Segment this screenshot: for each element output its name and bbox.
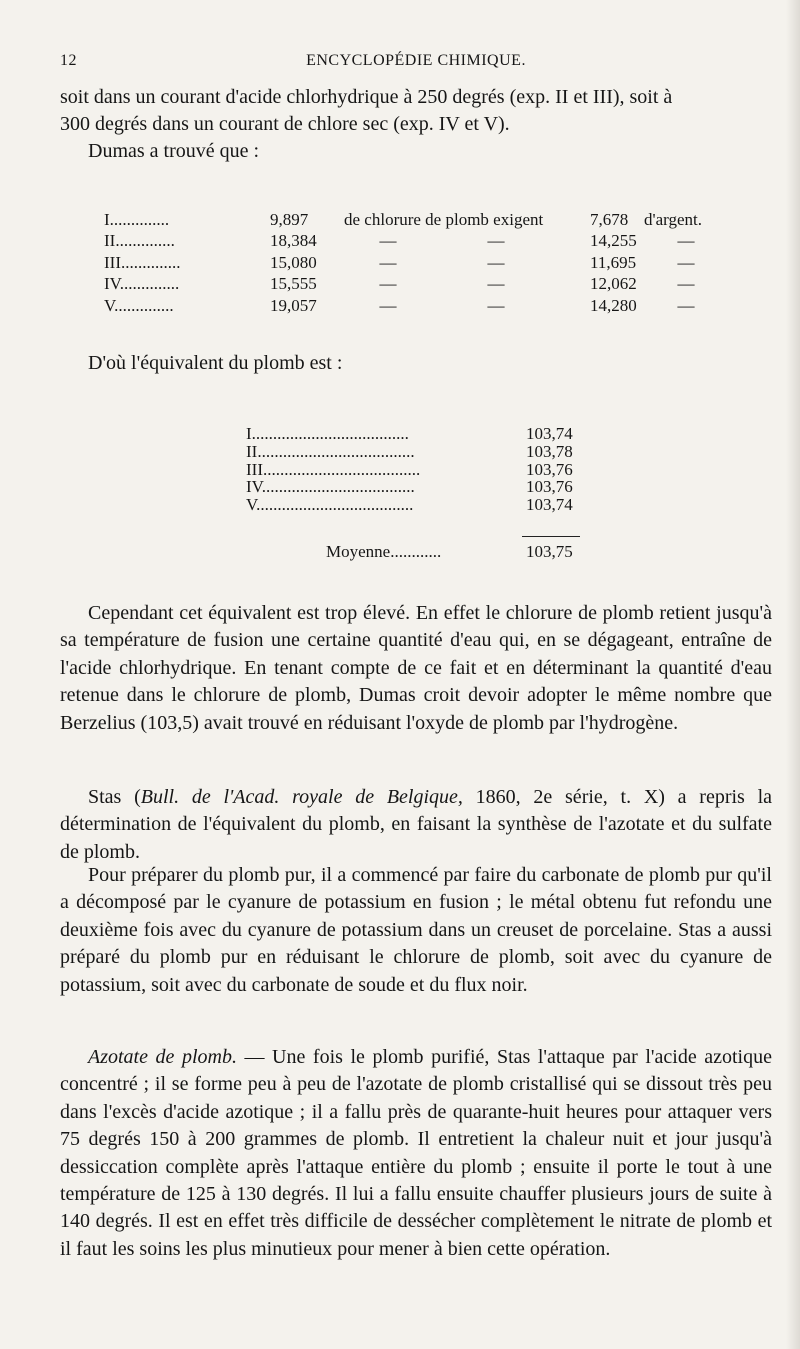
section-title: Azotate de plomb. — [88, 1046, 237, 1068]
ditto-dash: — — [487, 252, 505, 272]
table-row — [246, 442, 586, 460]
table-row — [104, 253, 734, 274]
silver-value: 11,695 — [590, 252, 637, 272]
dumas-results-table — [104, 210, 734, 317]
silver-value: 14,280 — [590, 295, 637, 315]
row-label: III..................................... — [246, 459, 421, 479]
ditto-dash: — — [677, 231, 695, 251]
row-label: III.............. — [104, 252, 181, 272]
row-label: IV.................................... — [246, 477, 415, 497]
ditto-dash: — — [379, 274, 397, 294]
chloride-value: 15,080 — [270, 252, 317, 272]
table-row — [104, 274, 734, 295]
table-row — [246, 424, 586, 442]
paragraph-azotate — [60, 1044, 772, 1263]
para-text: — Une fois le plomb purifié, Stas l'attaque par l'acide azotique concentré ; il se forme peu à peu de l'azotate de plomb cristallisé qui se dissout très peu dans l'excès d'acide azotique ; il a fallu près de quarante-huit heures pour attaquer vers 75 degrés 150 à 200 grammes de plomb. Il entretient la chaleur nuit et jour jusqu'à dessiccation complète après l'attaque entière du plomb ; ensuite il porte le tout à une température de 125 à 130 degrés. Il lui a fallu ensuite chauffer plusieurs jours de suite à 140 degrés. Il est en effet très difficile de dessécher complètement le nitrate de plomb et il faut les soins les plus minutieux pour mener à bien cette opération. — [60, 1046, 772, 1260]
ditto-dash: — — [487, 295, 505, 315]
equivalent-table — [246, 424, 586, 561]
mean-value: 103,75 — [526, 542, 573, 561]
row-text: de chlorure de plomb exigent — [344, 210, 544, 229]
chloride-value: 9,897 — [270, 210, 309, 229]
row-value: 103,74 — [526, 424, 573, 443]
paragraph-stas — [60, 784, 772, 866]
mean-label: Moyenne............ — [326, 542, 442, 561]
row-label: I.............. — [104, 210, 170, 229]
ditto-dash: — — [379, 252, 397, 272]
row-label: V.............. — [104, 295, 174, 315]
row-label: IV.............. — [104, 274, 180, 294]
row-value: 103,74 — [526, 495, 573, 515]
chloride-value: 15,555 — [270, 274, 317, 294]
para-text: 1860, 2e série, t. X) a repris la détermination de l'équivalent du plomb, en faisant la synthèse de l'azotate et du sulfate de plomb. — [60, 786, 773, 863]
sum-rule — [522, 536, 580, 537]
citation: Bull. de l'Acad. royale de Belgique, — [140, 786, 463, 808]
silver-value: 7,678 — [590, 210, 629, 229]
ditto-dash: — — [677, 295, 695, 315]
row-value: 103,78 — [526, 441, 573, 461]
intro-line-1: soit dans un courant d'acide chlorhydrique à 250 degrés (exp. II et III), soit à — [60, 86, 673, 108]
ditto-dash: — — [487, 274, 505, 294]
table-row — [104, 296, 734, 317]
chloride-value: 19,057 — [270, 295, 317, 315]
paragraph-cependant: Cependant cet équivalent est trop élevé. En effet le chlorure de plomb retient jusqu'à sa température de fusion une certaine quantité d'eau qui, en se dégageant, entraîne de l'acide chlorhydrique. En tenant compte de ce fait et en déterminant la quantité d'eau retenue dans le chlorure de plomb, Dumas croit devoir adopter le même nombre que Berzelius (103,5) avait trouvé en réduisant l'oxyde de plomb par l'hydrogène. — [60, 602, 772, 734]
intro-line-3: Dumas a trouvé que : — [88, 140, 260, 162]
table-row — [104, 231, 734, 252]
intro-line-2: 300 degrés dans un courant de chlore sec (exp. IV et V). — [60, 113, 510, 135]
ditto-dash: — — [379, 295, 397, 315]
table-row — [246, 477, 586, 495]
table-row — [246, 495, 586, 513]
equivalent-heading: D'où l'équivalent du plomb est : — [88, 352, 343, 374]
para-text: Stas ( — [88, 786, 141, 808]
page-edge-shadow — [786, 0, 800, 1349]
row-value: 103,76 — [526, 459, 573, 479]
row-label: II..................................... — [246, 441, 415, 461]
table-row — [246, 460, 586, 478]
row-label: II.............. — [104, 231, 175, 251]
page-number: 12 — [60, 52, 77, 69]
chloride-value: 18,384 — [270, 231, 317, 251]
page-header — [60, 52, 772, 76]
row-label: V..................................... — [246, 495, 414, 515]
silver-value: 12,062 — [590, 274, 637, 294]
row-value: 103,76 — [526, 477, 573, 497]
ditto-dash: — — [677, 252, 695, 272]
silver-text: d'argent. — [644, 210, 702, 229]
paragraph-preparation: Pour préparer du plomb pur, il a commencé par faire du carbonate de plomb pur qu'il a décomposé par le cyanure de potassium en fusion ; le métal obtenu fut refondu une deuxième fois avec du cyanure de potassium dans un creuset de porcelaine. Stas a aussi préparé du plomb pur en réduisant le chlorure de plomb, soit avec du cyanure de potassium, soit avec du carbonate de soude et du flux noir. — [60, 864, 772, 996]
table-row — [104, 210, 734, 231]
ditto-dash: — — [379, 231, 397, 251]
mean-row — [326, 542, 573, 562]
ditto-dash: — — [487, 231, 505, 251]
row-label: I..................................... — [246, 424, 409, 443]
running-title: ENCYCLOPÉDIE CHIMIQUE. — [306, 52, 526, 69]
silver-value: 14,255 — [590, 231, 637, 251]
ditto-dash: — — [677, 274, 695, 294]
